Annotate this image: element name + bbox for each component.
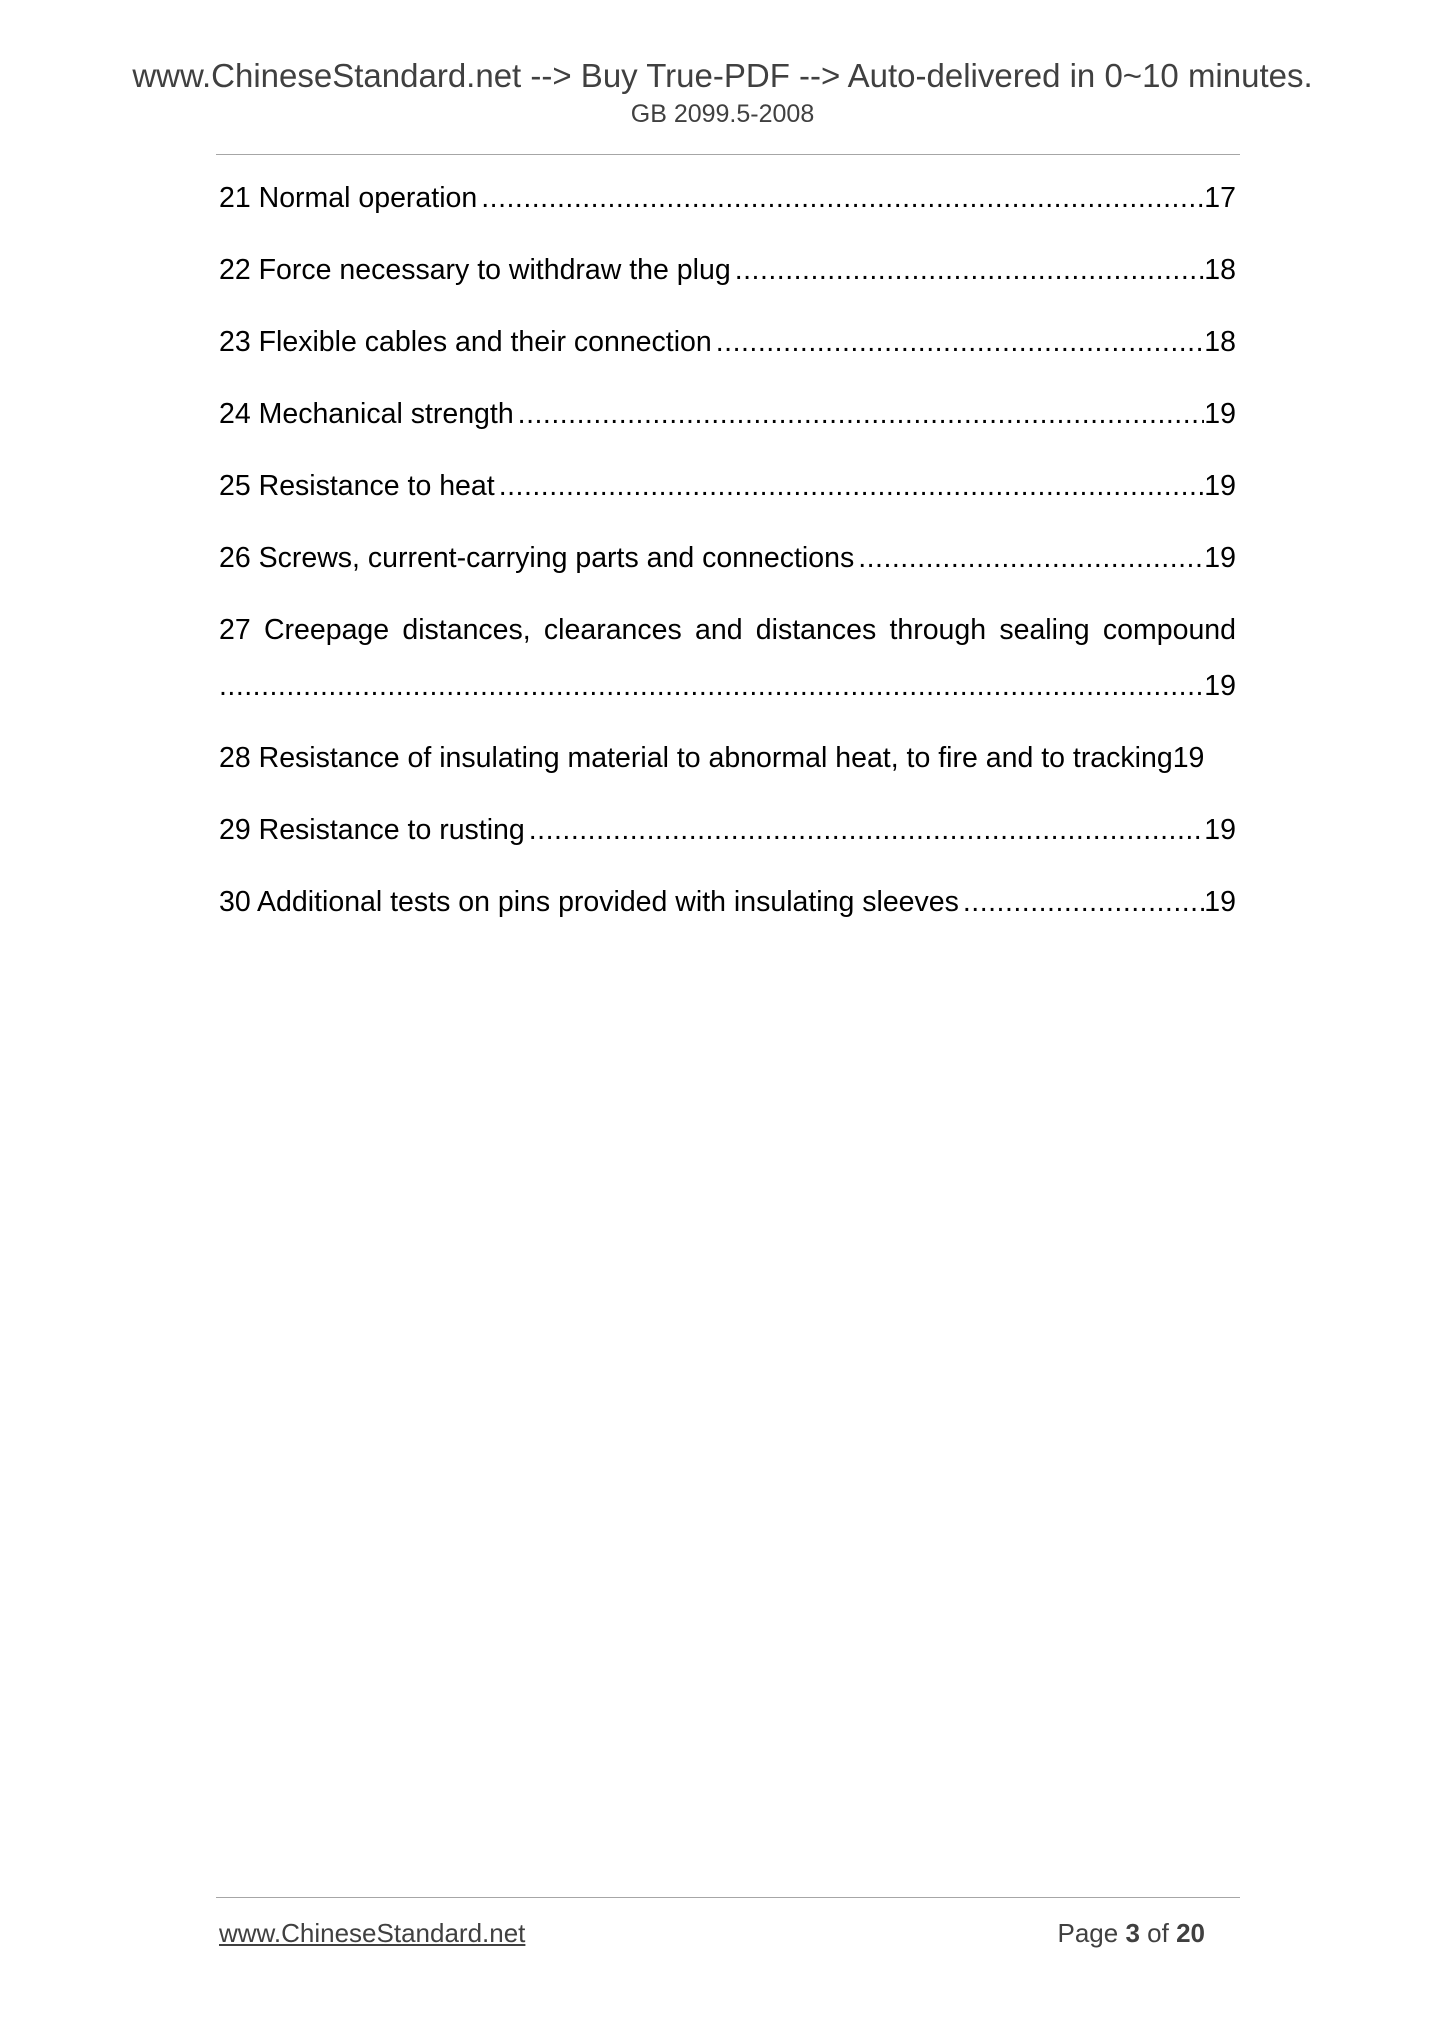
toc-entry-title: 24 Mechanical strength: [219, 398, 514, 430]
toc-leader-dots: [854, 538, 1204, 578]
toc-entry-page: 18: [1204, 326, 1236, 358]
toc-entry[interactable]: [219, 394, 1236, 434]
toc-leader-dots: [959, 882, 1204, 922]
toc-leader-dots: [219, 666, 1204, 706]
document-code: GB 2099.5-2008: [630, 100, 815, 128]
page-total: 20: [1176, 1918, 1205, 1948]
toc-entry-page: 19: [1204, 814, 1236, 846]
toc-entry-title: 28 Resistance of insulating material to abnormal heat, to fire and to tracking: [219, 742, 1173, 774]
toc-entry-title: 30 Additional tests on pins provided with insulating sleeves: [219, 886, 959, 918]
page-current: 3: [1125, 1918, 1140, 1948]
toc-leader-dots: [514, 394, 1205, 434]
toc-entry-title: 22 Force necessary to withdraw the plug: [219, 254, 731, 286]
table-of-contents: [219, 178, 1236, 954]
toc-entry-page: 19: [1204, 670, 1236, 702]
toc-entry-page: 17: [1204, 182, 1236, 214]
toc-entry[interactable]: [219, 250, 1236, 290]
page-of-label: of: [1147, 1918, 1169, 1948]
page-number: [1057, 1916, 1205, 1950]
toc-entry-page: 19: [1204, 886, 1236, 918]
toc-entry-title: 27 Creepage distances, clearances and distances through sealing compound: [219, 614, 1236, 646]
toc-entry[interactable]: [219, 738, 1236, 778]
footer-website-link[interactable]: www.ChineseStandard.net: [219, 1918, 526, 1948]
toc-leader-dots: [525, 810, 1205, 850]
toc-leader-dots: [712, 322, 1205, 362]
toc-leader-dots: [477, 178, 1204, 218]
toc-entry-title: 29 Resistance to rusting: [219, 814, 525, 846]
footer-divider: [216, 1897, 1240, 1898]
toc-leader-dots: [495, 466, 1205, 506]
toc-entry-title: 23 Flexible cables and their connection: [219, 326, 712, 358]
toc-entry-page: 19: [1204, 470, 1236, 502]
header-banner: www.ChineseStandard.net --> Buy True-PDF --> Auto-delivered in 0~10 minutes.: [132, 57, 1313, 94]
toc-entry-page: 19: [1204, 542, 1236, 574]
toc-entry-title: 25 Resistance to heat: [219, 470, 495, 502]
toc-leader-dots: [731, 250, 1205, 290]
toc-entry-title: 26 Screws, current-carrying parts and connections: [219, 542, 855, 574]
page-header: [0, 56, 1445, 130]
toc-entry-page: 19: [1204, 398, 1236, 430]
toc-entry[interactable]: [219, 322, 1236, 362]
toc-entry[interactable]: [219, 610, 1236, 706]
toc-entry-page: 19: [1172, 742, 1205, 774]
page-label: Page: [1057, 1918, 1119, 1948]
toc-entry-page: 18: [1204, 254, 1236, 286]
toc-entry-title: 21 Normal operation: [219, 182, 478, 214]
toc-entry[interactable]: [219, 466, 1236, 506]
toc-entry-leader-line: [219, 666, 1236, 706]
toc-entry[interactable]: [219, 810, 1236, 850]
toc-entry[interactable]: [219, 882, 1236, 922]
header-divider: [216, 154, 1240, 155]
toc-entry[interactable]: [219, 538, 1236, 578]
toc-entry[interactable]: [219, 178, 1236, 218]
